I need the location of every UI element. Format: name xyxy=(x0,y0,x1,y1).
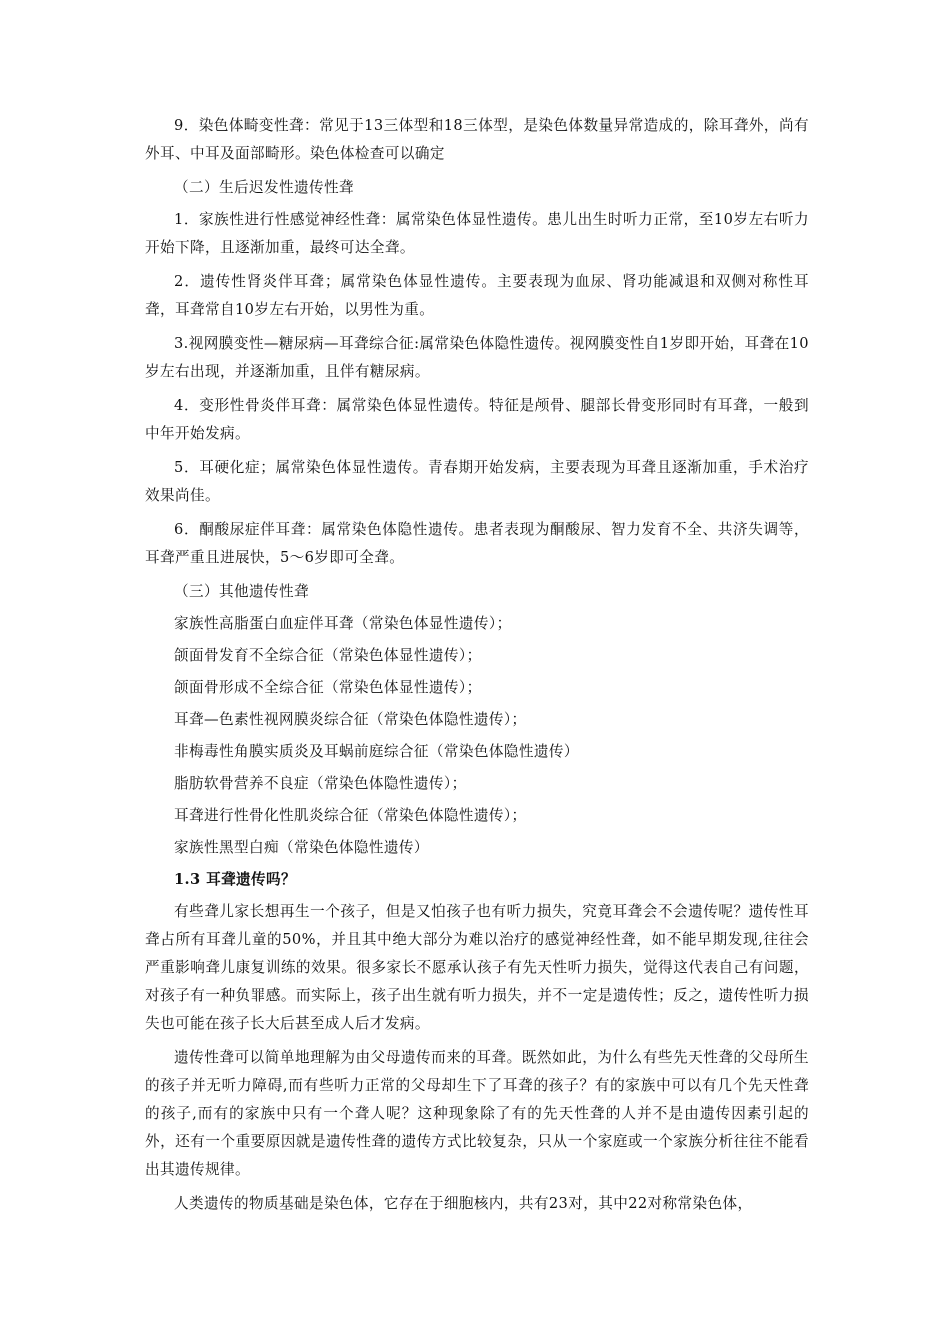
list-item-nonsyphilitic-keratitis: 非梅毒性角膜实质炎及耳蜗前庭综合征（常染色体隐性遗传） xyxy=(174,743,579,760)
section-heading-other-hereditary: （三）其他遗传性聋 xyxy=(174,583,309,600)
list-item-retinitis-pigmentosa-syndrome: 耳聋—色素性视网膜炎综合征（常染色体隐性遗传）； xyxy=(174,711,527,728)
list-item-familial-amaurotic-idiocy: 家族性黑型白痴（常染色体隐性遗传） xyxy=(174,839,429,856)
paragraph-chromosome-aberration-deafness: 9．染色体畸变性聋：常见于13三体型和18三体型，是染色体数量异常造成的，除耳聋外，尚有外耳、中耳及面部畸形。染色体检查可以确定 xyxy=(145,117,809,162)
paragraph-hereditary-nephritis-deafness: 2．遗传性肾炎伴耳聋；属常染色体显性遗传。主要表现为血尿、肾功能减退和双侧对称性耳聋，耳聋常自10岁左右开始，以男性为重。 xyxy=(145,273,809,318)
section-heading-late-onset: （二）生后迟发性遗传性聋 xyxy=(174,179,354,196)
paragraph-chromosome-basis: 人类遗传的物质基础是染色体，它存在于细胞核内，共有23对，其中22对称常染色体， xyxy=(174,1195,753,1212)
paragraph-parents-concern: 有些聋儿家长想再生一个孩子，但是又怕孩子也有听力损失，究竟耳聋会不会遗传呢？遗传性耳聋占所有耳聋儿童的50%，并且其中绝大部分为难以治疗的感觉神经性聋，如不能早期发现,往往会严重影响聋儿康复训练的效果。很多家长不愿承认孩子有先天性听力损失，觉得这代表自己有问题，对孩子有一种负罪感。而实际上，孩子出生就有听力损失，并不一定是遗传性；反之，遗传性听力损失也可能在孩子长大后甚至成人后才发病。 xyxy=(145,903,809,1032)
paragraph-hereditary-definition: 遗传性聋可以简单地理解为由父母遗传而来的耳聋。既然如此，为什么有些先天性聋的父母所生的孩子并无听力障碍,而有些听力正常的父母却生下了耳聋的孩子？有的家族中可以有几个先天性聋的孩子,而有的家族中只有一个聋人呢？这种现象除了有的先天性聋的人并不是由遗传因素引起的外，还有一个重要原因就是遗传性聋的遗传方式比较复杂，只从一个家庭或一个家族分析往往不能看出其遗传规律。 xyxy=(145,1049,809,1178)
list-item-myositis-ossificans: 耳聋进行性骨化性肌炎综合征（常染色体隐性遗传）； xyxy=(174,807,527,824)
list-item-mandibulofacial-dysostosis: 颌面骨发育不全综合征（常染色体显性遗传）； xyxy=(174,647,482,664)
document-body xyxy=(145,112,809,1224)
paragraph-ketoaciduria-deafness: 6．酮酸尿症伴耳聋：属常染色体隐性遗传。患者表现为酮酸尿、智力发育不全、共济失调等，耳聋严重且进展快，5～6岁即可全聋。 xyxy=(145,521,809,566)
section-heading-is-deafness-hereditary: 1.3 耳聋遗传吗？ xyxy=(174,871,297,888)
paragraph-otosclerosis: 5．耳硬化症；属常染色体显性遗传。青春期开始发病，主要表现为耳聋且逐渐加重，手术治疗效果尚佳。 xyxy=(145,459,809,504)
paragraph-osteitis-deformans-deafness: 4．变形性骨炎伴耳聋：属常染色体显性遗传。特征是颅骨、腿部长骨变形同时有耳聋，一般到中年开始发病。 xyxy=(145,397,809,442)
list-item-mandibulofacial-dysgenesis: 颌面骨形成不全综合征（常染色体显性遗传）； xyxy=(174,679,482,696)
paragraph-familial-progressive-deafness: 1．家族性进行性感觉神经性聋：属常染色体显性遗传。患儿出生时听力正常，至10岁左右听力开始下降，且逐渐加重，最终可达全聋。 xyxy=(145,211,809,256)
list-item-lipochondrodystrophy: 脂肪软骨营养不良症（常染色体隐性遗传）； xyxy=(174,775,467,792)
list-item-hyperlipoproteinemia: 家族性高脂蛋白血症伴耳聋（常染色体显性遗传）； xyxy=(174,615,512,632)
paragraph-retinal-degeneration-syndrome: 3.视网膜变性—糖尿病—耳聋综合征:属常染色体隐性遗传。视网膜变性自1岁即开始，耳聋在10岁左右出现，并逐渐加重，且伴有糖尿病。 xyxy=(145,335,809,380)
